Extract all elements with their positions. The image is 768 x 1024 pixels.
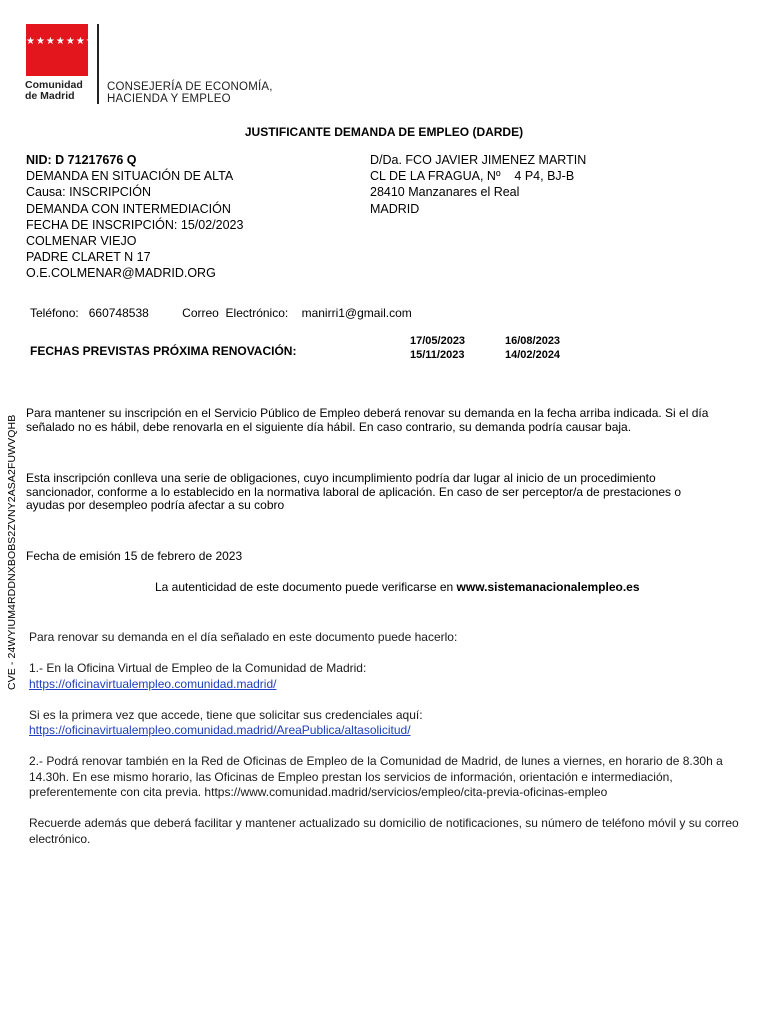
recipient-street: CL DE LA FRAGUA, Nº 4 P4, BJ-B: [370, 169, 575, 184]
renewal-instructions: [29, 630, 741, 847]
renewal-dates: [410, 334, 600, 362]
recipient-address: [370, 152, 586, 217]
office-city: COLMENAR VIEJO: [26, 234, 137, 249]
verification-url[interactable]: www.sistemanacionalempleo.es: [456, 580, 640, 594]
virtual-office-link[interactable]: https://oficinavirtualempleo.comunidad.madrid/: [29, 676, 277, 691]
document-title: JUSTIFICANTE DEMANDA DE EMPLEO (DARDE): [244, 125, 524, 139]
inscription-date: FECHA DE INSCRIPCIÓN: 15/02/2023: [26, 217, 244, 232]
office-address: PADRE CLARET N 17: [26, 250, 151, 265]
office-email: O.E.COLMENAR@MADRID.ORG: [26, 266, 216, 281]
obligations-paragraph: Esta inscripción conlleva una serie de obligaciones, cuyo incumplimiento podría dar lugar al inicio de un procedimiento sancionador, conforme a lo establecido en la normativa laboral de aplicación. En caso de ser perceptor/a de prestaciones o ayudas por desempleo podría afectar a su cobro: [26, 471, 682, 513]
logo-name: Comunidad de Madrid: [25, 79, 83, 102]
renewal-date: 16/08/2023: [505, 335, 561, 347]
comunidad-madrid-logo: [26, 24, 96, 76]
consejeria-name: CONSEJERÍA DE ECONOMÍA, HACIENDA Y EMPLEO: [107, 81, 273, 105]
renewal-date: 15/11/2023: [410, 349, 465, 361]
verification-text: La autenticidad de este documento puede verificarse en: [155, 580, 457, 594]
nid: NID: D 71217676 Q: [26, 153, 137, 167]
demand-status: DEMANDA EN SITUACIÓN DE ALTA: [26, 169, 234, 184]
renewal-paragraph: Para mantener su inscripción en el Servicio Público de Empleo deberá renovar su demanda en la fecha arriba indicada. Si el día señalado no es hábil, debe renovarla en el siguiente día hábil. En caso contrario, su demanda podría causar baja.: [26, 406, 709, 434]
issue-date: Fecha de emisión 15 de febrero de 2023: [26, 549, 243, 563]
renewal-intro: Para renovar su demanda en el día señalado en este documento puede hacerlo:: [29, 630, 458, 644]
demand-info: [26, 152, 243, 282]
verification-line: [155, 580, 640, 594]
email-value: manirri1@gmail.com: [301, 306, 412, 320]
recipient-postal: 28410 Manzanares el Real: [370, 185, 520, 200]
option-office-network: 2.- Podrá renovar también en la Red de Oficinas de Empleo de la Comunidad de Madrid, de lunes a viernes, en horario de 8.30h a 14.30h. En ese mismo horario, las Oficinas de Empleo prestan los servicios de información, orientación e intermediación, preferentemente con cita previa. https://www.comunidad.madrid/servicios/empleo/cita-previa-oficinas-empleo: [29, 754, 723, 800]
email-label: Correo Electrónico:: [182, 306, 289, 320]
demand-cause: Causa: INSCRIPCIÓN: [26, 185, 152, 200]
cve-code: CVE - 24WYIUM4RDDNXBOBS2ZVNY2ASA2FUWVQHB: [6, 414, 18, 690]
demand-intermediation: DEMANDA CON INTERMEDIACIÓN: [26, 201, 231, 216]
phone-label: Teléfono:: [30, 306, 79, 320]
renewal-dates-label: FECHAS PREVISTAS PRÓXIMA RENOVACIÓN:: [30, 344, 297, 358]
credentials-link[interactable]: https://oficinavirtualempleo.comunidad.madrid/AreaPublica/altasolicitud/: [29, 723, 411, 738]
renewal-date: 17/05/2023: [410, 335, 466, 347]
renewal-date: 14/02/2024: [505, 349, 561, 361]
option-virtual-office: 1.- En la Oficina Virtual de Empleo de la Comunidad de Madrid:: [29, 661, 367, 676]
contact-line: [30, 306, 412, 320]
reminder-text: Recuerde además que deberá facilitar y mantener actualizado su domicilio de notificaciones, su número de teléfono móvil y su correo electrónico.: [29, 816, 739, 846]
star-icon: ★★★★★★★: [26, 36, 96, 47]
recipient-name: D/Da. FCO JAVIER JIMENEZ MARTIN: [370, 153, 587, 167]
logo-divider: [97, 24, 99, 104]
phone-value: 660748538: [88, 306, 149, 320]
recipient-province: MADRID: [370, 201, 420, 216]
credentials-text: Si es la primera vez que accede, tiene que solicitar sus credenciales aquí:: [29, 707, 423, 722]
